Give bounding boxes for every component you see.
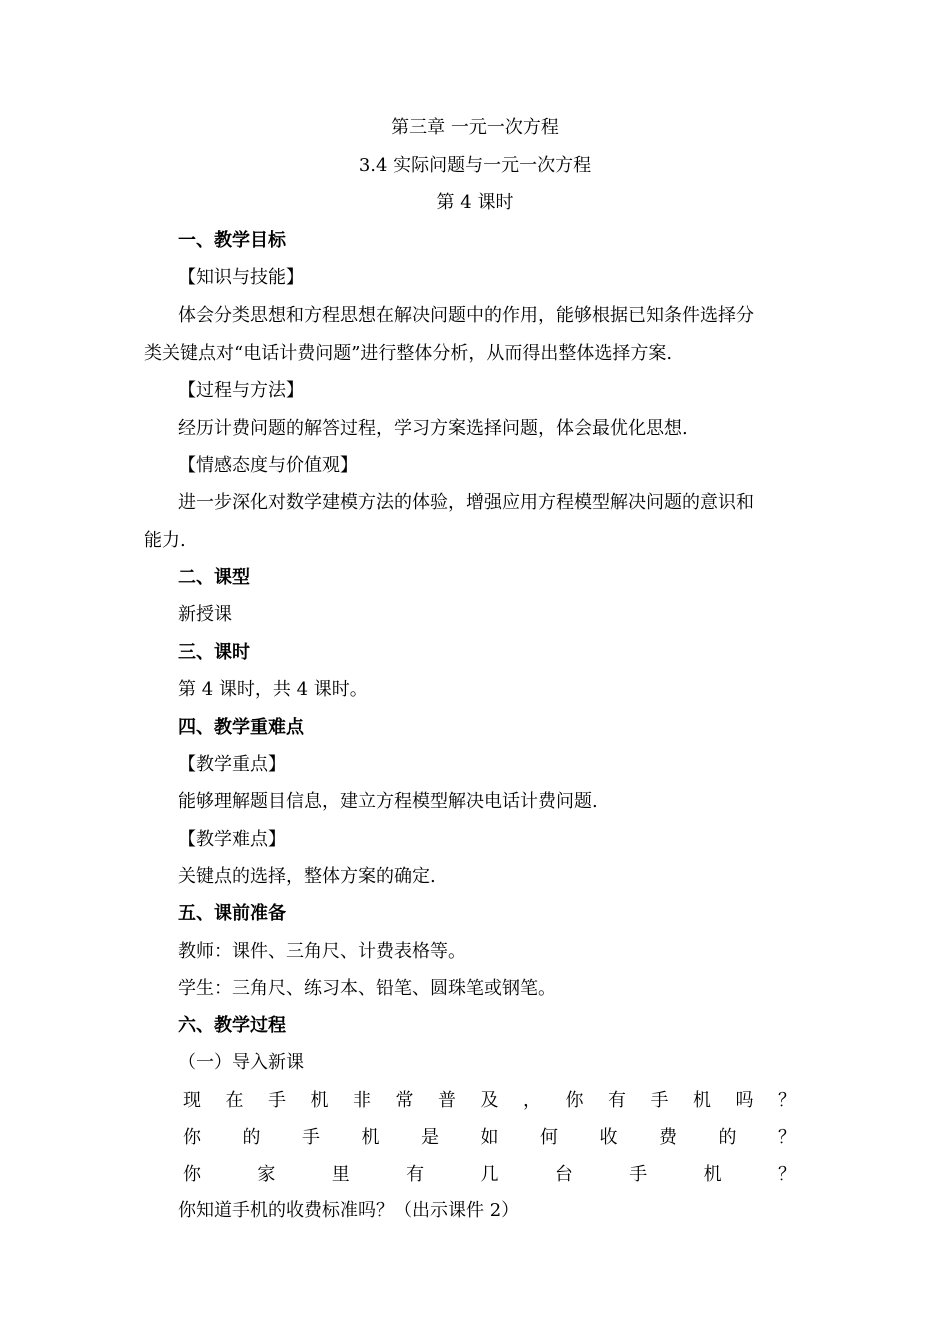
char: 你 [183,1127,201,1148]
paragraph-line: 体会分类思想和方程思想在解决问题中的作用，能够根据已知条件选择分 [178,305,754,326]
char: 及 [480,1090,499,1111]
char: 台 [554,1164,573,1185]
char: 如 [480,1127,499,1148]
char: 手 [629,1164,648,1185]
char: 机 [310,1090,329,1111]
paragraph-line: 能够理解题目信息，建立方程模型解决电话计费问题. [178,791,598,812]
char: 有 [406,1164,425,1185]
char: 手 [268,1090,286,1111]
char: 手 [302,1127,320,1148]
char: 你 [565,1090,584,1111]
paragraph-line: 教师：课件、三角尺、计费表格等。 [178,941,466,962]
section-heading-preparation: 五、课前准备 [178,903,286,924]
char: 的 [242,1127,261,1148]
lesson-title: 第 4 课时 [436,192,514,213]
char: ？ [778,1164,796,1185]
section-heading-periods: 三、课时 [178,642,250,663]
subheading-intro: （一）导入新课 [178,1052,304,1073]
char: 家 [257,1164,276,1185]
paragraph-line: 经历计费问题的解答过程，学习方案选择问题，体会最优化思想. [178,418,688,439]
char: 机 [361,1127,380,1148]
paragraph-line: 类关键点对“电话计费问题”进行整体分析，从而得出整体选择方案. [144,343,673,364]
subheading-knowledge: 【知识与技能】 [178,267,304,288]
char: 里 [331,1164,350,1185]
char: 是 [421,1127,439,1148]
justified-question-line [183,1089,796,1113]
char: 手 [650,1090,669,1111]
char: 现 [183,1090,201,1111]
section-heading-process: 六、教学过程 [178,1015,286,1036]
subheading-key-point: 【教学重点】 [178,754,286,775]
section-heading-focus: 四、教学重难点 [178,717,304,738]
char: 收 [599,1127,618,1148]
char: ？ [778,1127,796,1148]
paragraph-line: 你知道手机的收费标准吗？（出示课件 2） [178,1200,520,1221]
char: ， [523,1090,541,1111]
paragraph-line: 第 4 课时，共 4 课时。 [178,679,368,700]
chapter-title: 第三章 一元一次方程 [391,117,559,138]
paragraph-line: 进一步深化对数学建模方法的体验，增强应用方程模型解决问题的意识和 [178,492,754,513]
justified-question-line [183,1163,796,1187]
paragraph-line: 学生：三角尺、练习本、铅笔、圆珠笔或钢笔。 [178,978,556,999]
subheading-emotion: 【情感态度与价值观】 [178,455,358,476]
char: 非 [353,1090,371,1111]
paragraph-line: 能力. [144,530,186,551]
char: 常 [395,1090,414,1111]
subheading-process: 【过程与方法】 [178,380,304,401]
char: 的 [718,1127,737,1148]
char: 有 [608,1090,626,1111]
section-heading-type: 二、课型 [178,567,250,588]
paragraph-line: 新授课 [178,604,232,625]
char: 机 [693,1090,711,1111]
char: 机 [703,1164,722,1185]
char: ？ [778,1090,796,1111]
char: 普 [438,1090,456,1111]
char: 何 [540,1127,558,1148]
section-heading-objectives: 一、教学目标 [178,230,286,251]
char: 在 [225,1090,244,1111]
subheading-difficulty: 【教学难点】 [178,829,286,850]
char: 几 [480,1164,499,1185]
char: 你 [183,1164,201,1185]
justified-question-line [183,1126,796,1150]
paragraph-line: 关键点的选择，整体方案的确定. [178,866,436,887]
section-title: 3.4 实际问题与一元一次方程 [358,155,592,176]
char: 费 [659,1127,677,1148]
char: 吗 [735,1090,754,1111]
